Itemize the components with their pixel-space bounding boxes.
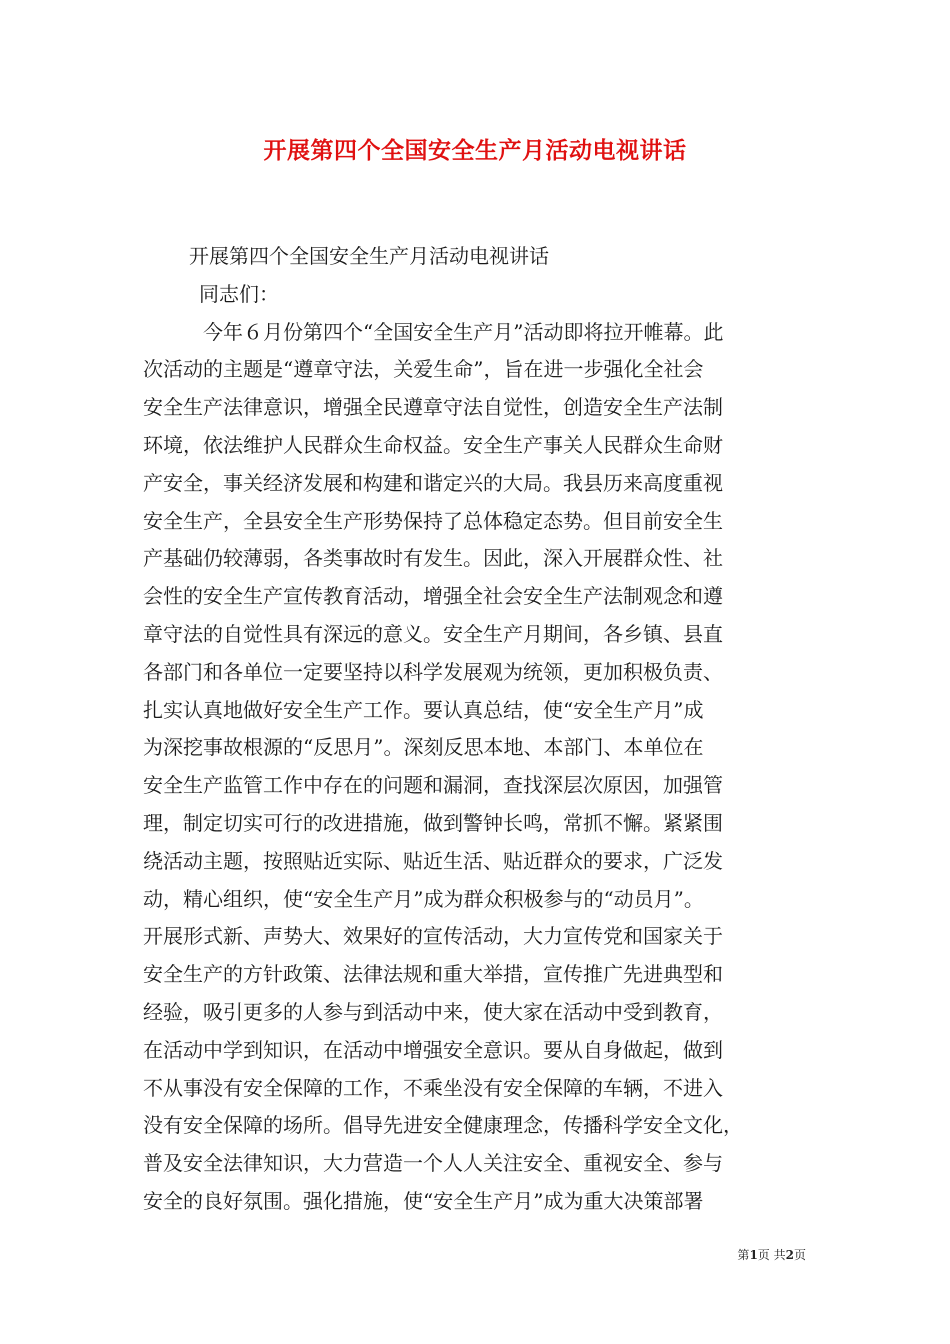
paragraph-line: 在活动中学到知识，在活动中增强安全意识。要从自身做起，做到 xyxy=(143,1037,723,1062)
paragraph-line: 为深挖事故根源的“反思月”。深刻反思本地、本部门、本单位在 xyxy=(143,735,704,760)
paragraph-line: 动，精心组织，使“安全生产月”成为群众积极参与的“动员月”。 xyxy=(143,886,704,911)
paragraph-line: 今年６月份第四个“全国安全生产月”活动即将拉开帷幕。此 xyxy=(203,319,724,344)
document-title: 开展第四个全国安全生产月活动电视讲话 xyxy=(263,137,687,164)
paragraph-line: 会性的安全生产宣传教育活动，增强全社会安全生产法制观念和遵 xyxy=(143,584,723,609)
footer-middle: 页 共 xyxy=(757,1248,786,1262)
paragraph-line: 普及安全法律知识，大力营造一个人人关注安全、重视安全、参与 xyxy=(143,1151,723,1176)
paragraph-line: 开展形式新、声势大、效果好的宣传活动，大力宣传党和国家关于 xyxy=(143,924,723,949)
paragraph-line: 理，制定切实可行的改进措施，做到警钟长鸣，常抓不懈。紧紧围 xyxy=(143,810,723,835)
paragraph xyxy=(143,314,809,1221)
paragraph-line: 没有安全保障的场所。倡导先进安全健康理念，传播科学安全文化， xyxy=(143,1113,743,1138)
paragraph-line: 不从事没有安全保障的工作，不乘坐没有安全保障的车辆，不进入 xyxy=(143,1075,723,1100)
paragraph-line: 安全生产法律意识，增强全民遵章守法自觉性，创造安全生产法制 xyxy=(143,395,723,420)
footer-prefix: 第 xyxy=(737,1248,750,1262)
footer-suffix: 页 xyxy=(793,1248,806,1262)
footer-total-pages: 2 xyxy=(785,1248,794,1262)
paragraph-line: 绕活动主题，按照贴近实际、贴近生活、贴近群众的要求，广泛发 xyxy=(143,848,723,873)
paragraph-line: 扎实认真地做好安全生产工作。要认真总结，使“安全生产月”成 xyxy=(143,697,704,722)
page-footer xyxy=(737,1246,806,1263)
paragraph-line: 经验，吸引更多的人参与到活动中来，使大家在活动中受到教育， xyxy=(143,999,723,1024)
paragraph-line: 章守法的自觉性具有深远的意义。安全生产月期间，各乡镇、县直 xyxy=(143,621,723,646)
footer-page-number: 1 xyxy=(749,1248,758,1262)
paragraph-line: 产安全，事关经济发展和构建和谐定兴的大局。我县历来高度重视 xyxy=(143,470,723,495)
paragraph-line: 产基础仍较薄弱，各类事故时有发生。因此，深入开展群众性、社 xyxy=(143,546,723,571)
document-body xyxy=(143,238,809,1221)
greeting: 同志们： xyxy=(199,281,279,306)
paragraph-line: 安全的良好氛围。强化措施，使“安全生产月”成为重大决策部署 xyxy=(143,1188,704,1213)
paragraph-line: 安全生产，全县安全生产形势保持了总体稳定态势。但目前安全生 xyxy=(143,508,723,533)
paragraph-line: 各部门和各单位一定要坚持以科学发展观为统领，更加积极负责、 xyxy=(143,659,723,684)
paragraph-line: 安全生产监管工作中存在的问题和漏洞，查找深层次原因，加强管 xyxy=(143,773,723,798)
document-subtitle: 开展第四个全国安全生产月活动电视讲话 xyxy=(189,244,549,268)
paragraph-line: 环境，依法维护人民群众生命权益。安全生产事关人民群众生命财 xyxy=(143,432,723,457)
paragraph-line: 次活动的主题是“遵章守法，关爱生命”，旨在进一步强化全社会 xyxy=(143,357,704,382)
paragraph-line: 安全生产的方针政策、法律法规和重大举措，宣传推广先进典型和 xyxy=(143,962,723,987)
